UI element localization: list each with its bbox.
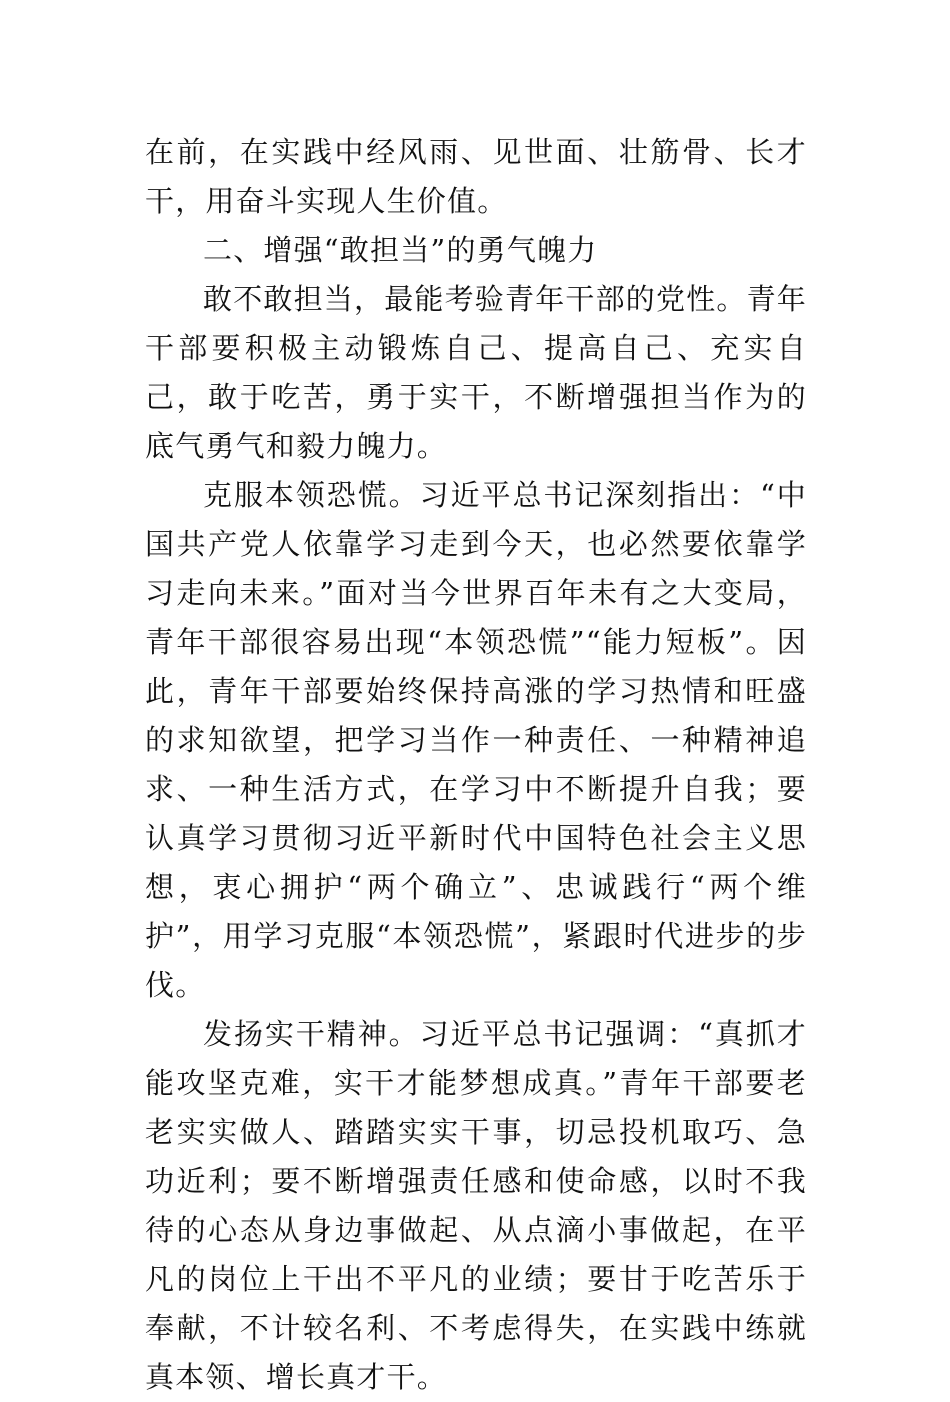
section-heading: 二、增强“敢担当”的勇气魄力 [203,233,598,267]
document-body [145,128,807,1402]
paragraph-intro: 敢不敢担当，最能考验青年干部的党性。青年干部要积极主动锻炼自己、提高自己、充实自己，敢于吃苦，勇于实干，不断增强担当作为的底气勇气和毅力魄力。 [145,282,808,463]
paragraph-overcome-panic: 克服本领恐慌。习近平总书记深刻指出：“中国共产党人依靠学习走到今天，也必然要依靠学习走向未来。”面对当今世界百年未有之大变局，青年干部很容易出现“本领恐慌”“能力短板”。因此，青年干部要始终保持高涨的学习热情和旺盛的求知欲望，把学习当作一种责任、一种精神追求、一种生活方式，在学习中不断提升自我；要认真学习贯彻习近平新时代中国特色社会主义思想，衷心拥护“两个确立”、忠诚践行“两个维护”，用学习克服“本领恐慌”，紧跟时代进步的步伐。 [145,478,807,1002]
paragraph-continuation: 在前，在实践中经风雨、见世面、壮筋骨、长才干，用奋斗实现人生价值。 [145,135,807,218]
paragraph-hard-work: 发扬实干精神。习近平总书记强调：“真抓才能攻坚克难，实干才能梦想成真。”青年干部要老老实实做人、踏踏实实干事，切忌投机取巧、急功近利；要不断增强责任感和使命感，以时不我待的心态从身边事做起、从点滴小事做起，在平凡的岗位上干出不平凡的业绩；要甘于吃苦乐于奉献，不计较名利、不考虑得失，在实践中练就真本领、增长真才干。 [145,1017,807,1394]
